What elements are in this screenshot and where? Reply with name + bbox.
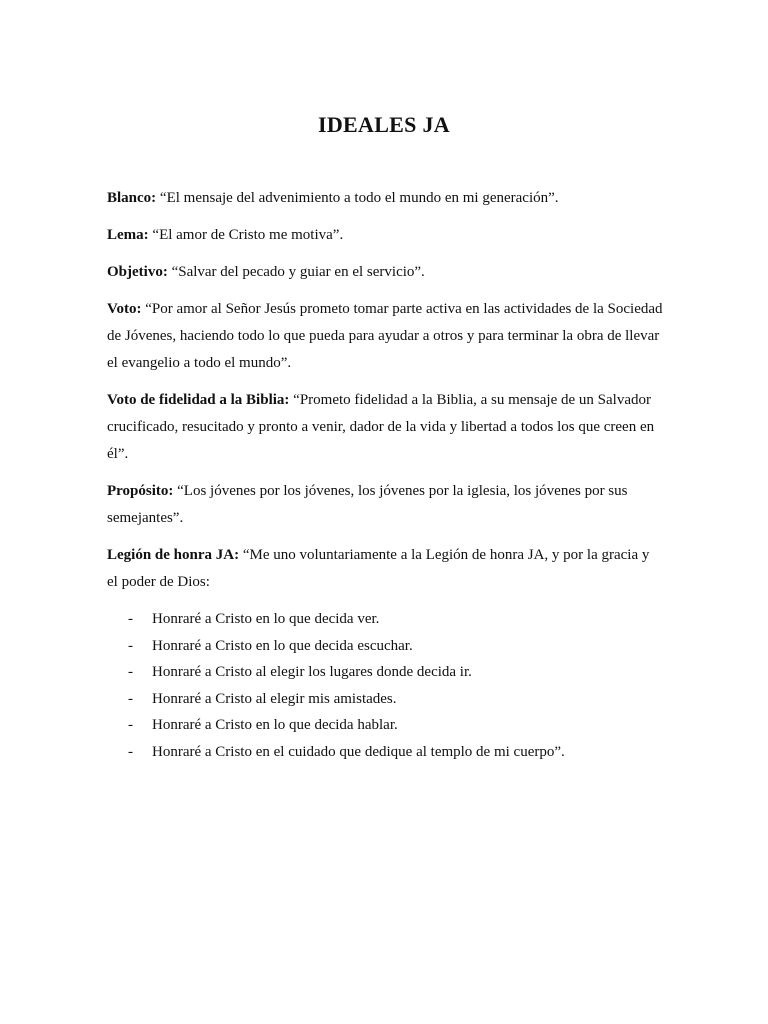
label-proposito: Propósito: <box>107 483 174 499</box>
list-item-text: Honraré a Cristo al elegir los lugares donde decida ir. <box>152 664 472 681</box>
paragraph-blanco <box>107 185 663 212</box>
label-objetivo: Objetivo: <box>107 264 168 280</box>
list-item-text: Honraré a Cristo en lo que decida hablar. <box>152 717 398 734</box>
text-proposito: “Los jóvenes por los jóvenes, los jóvenes por la iglesia, los jóvenes por sus semejantes”. <box>107 483 628 526</box>
list-item <box>107 659 663 686</box>
text-objetivo: “Salvar del pecado y guiar en el servicio”. <box>167 264 425 280</box>
honor-list <box>107 606 663 766</box>
list-item-text: Honraré a Cristo al elegir mis amistades. <box>152 690 397 707</box>
paragraph-voto <box>107 296 663 377</box>
list-item-text: Honraré a Cristo en lo que decida escuchar. <box>152 637 413 654</box>
text-voto: “Por amor al Señor Jesús prometo tomar parte activa en las actividades de la Sociedad de Jóvenes, haciendo todo lo que pueda para ayudar a otros y para terminar la obra de llevar el evangelio a todo el mundo”. <box>107 301 663 371</box>
page-title: IDEALES JA <box>318 112 450 137</box>
list-bullet: - <box>128 743 133 760</box>
list-item-text: Honraré a Cristo en el cuidado que dedique al templo de mi cuerpo”. <box>152 743 565 760</box>
label-blanco: Blanco: <box>107 190 157 206</box>
list-item <box>107 712 663 739</box>
list-item <box>107 686 663 713</box>
list-bullet: - <box>128 637 133 654</box>
text-voto-fidelidad: “Prometo fidelidad a la Biblia, a su mensaje de un Salvador crucificado, resucitado y pronto a venir, dador de la vida y libertad a todos los que creen en él”. <box>107 392 655 462</box>
paragraph-objetivo <box>107 259 663 286</box>
document-body <box>107 185 663 766</box>
text-legion: “Me uno voluntariamente a la Legión de honra JA, y por la gracia y el poder de Dios: <box>107 547 650 590</box>
label-lema: Lema: <box>107 227 149 243</box>
list-item-text: Honraré a Cristo en lo que decida ver. <box>152 611 380 627</box>
list-item <box>107 739 663 766</box>
label-voto-fidelidad: Voto de fidelidad a la Biblia: <box>107 392 290 408</box>
label-voto: Voto: <box>107 301 142 317</box>
paragraph-proposito <box>107 478 663 532</box>
list-item <box>107 606 663 633</box>
list-bullet: - <box>128 664 133 681</box>
list-bullet: - <box>128 611 133 627</box>
text-blanco: “El mensaje del advenimiento a todo el mundo en mi generación”. <box>156 190 559 206</box>
list-bullet: - <box>128 717 133 734</box>
paragraph-lema <box>107 222 663 249</box>
list-item <box>107 633 663 660</box>
paragraph-voto-fidelidad <box>107 387 663 468</box>
label-legion: Legión de honra JA: <box>107 547 240 563</box>
list-bullet: - <box>128 690 133 707</box>
paragraph-legion <box>107 542 663 596</box>
text-lema: “El amor de Cristo me motiva”. <box>148 227 344 243</box>
